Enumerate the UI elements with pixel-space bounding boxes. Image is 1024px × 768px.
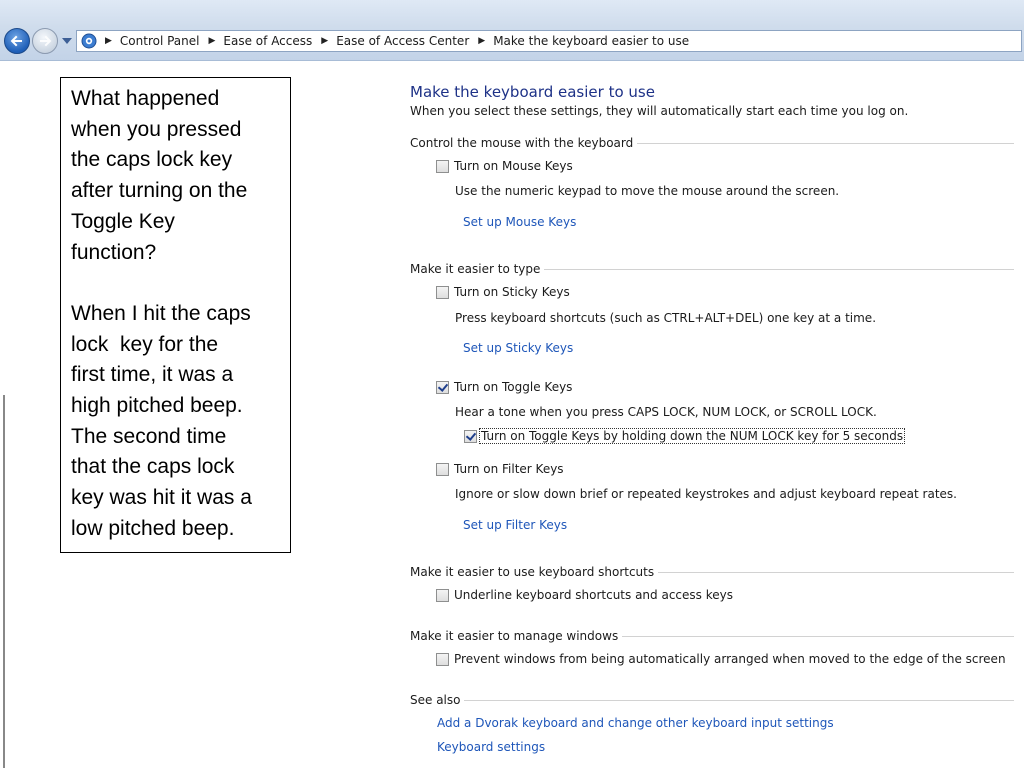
prevent-arrange-checkbox-row[interactable] bbox=[436, 652, 1006, 666]
prevent-arrange-checkbox[interactable] bbox=[436, 653, 449, 666]
triangle-right-icon[interactable]: ▶ bbox=[478, 36, 486, 46]
sticky-keys-label[interactable]: Turn on Sticky Keys bbox=[454, 285, 570, 299]
question-line: function? bbox=[71, 240, 157, 264]
triangle-right-icon[interactable]: ▶ bbox=[321, 36, 329, 46]
filter-keys-description: Ignore or slow down brief or repeated keystrokes and adjust keyboard repeat rates. bbox=[455, 487, 957, 501]
answer-line: key was hit it was a bbox=[71, 486, 252, 510]
section-type bbox=[410, 261, 1014, 277]
triangle-right-icon: ▶ bbox=[105, 36, 112, 46]
answer-line: lock key for the bbox=[71, 332, 219, 356]
prevent-arrange-label[interactable]: Prevent windows from being automatically arranged when moved to the edge of the screen bbox=[454, 652, 1006, 666]
section-heading: Make it easier to manage windows bbox=[410, 629, 619, 643]
page-subtitle: When you select these settings, they will automatically start each time you log on. bbox=[410, 104, 909, 118]
toggle-numlock-checkbox[interactable] bbox=[464, 430, 477, 443]
section-heading: See also bbox=[410, 693, 461, 707]
question-line: after turning on the bbox=[71, 179, 248, 203]
sticky-keys-checkbox[interactable] bbox=[436, 286, 449, 299]
dvorak-keyboard-link[interactable]: Add a Dvorak keyboard and change other keyboard input settings bbox=[437, 716, 834, 730]
section-heading: Control the mouse with the keyboard bbox=[410, 136, 634, 150]
section-shortcuts bbox=[410, 564, 1014, 580]
breadcrumb-ease-of-access[interactable]: Ease of Access bbox=[223, 34, 313, 48]
triangle-right-icon[interactable]: ▶ bbox=[208, 36, 216, 46]
toggle-numlock-label[interactable]: Turn on Toggle Keys by holding down the NUM LOCK key for 5 seconds bbox=[481, 429, 904, 443]
question-line: when you pressed bbox=[71, 117, 242, 141]
page-title: Make the keyboard easier to use bbox=[410, 83, 655, 101]
divider bbox=[544, 269, 1014, 270]
underline-shortcuts-checkbox-row[interactable] bbox=[436, 588, 733, 602]
toggle-keys-label[interactable]: Turn on Toggle Keys bbox=[454, 380, 573, 394]
answer-line: high pitched beep. bbox=[71, 394, 243, 418]
filter-keys-checkbox[interactable] bbox=[436, 463, 449, 476]
keyboard-settings-link[interactable]: Keyboard settings bbox=[437, 740, 546, 754]
underline-shortcuts-label[interactable]: Underline keyboard shortcuts and access keys bbox=[454, 588, 733, 602]
setup-filter-keys-link[interactable]: Set up Filter Keys bbox=[463, 518, 568, 532]
section-see-also bbox=[410, 692, 1014, 708]
section-heading: Make it easier to use keyboard shortcuts bbox=[410, 565, 655, 579]
mouse-keys-checkbox[interactable] bbox=[436, 160, 449, 173]
question-line: What happened bbox=[71, 87, 220, 110]
setup-sticky-keys-link[interactable]: Set up Sticky Keys bbox=[463, 341, 574, 355]
divider bbox=[622, 636, 1014, 637]
toggle-keys-description: Hear a tone when you press CAPS LOCK, NUM LOCK, or SCROLL LOCK. bbox=[455, 405, 877, 419]
mouse-keys-label[interactable]: Turn on Mouse Keys bbox=[454, 159, 573, 173]
toggle-keys-checkbox[interactable] bbox=[436, 381, 449, 394]
toggle-numlock-checkbox-row[interactable] bbox=[464, 429, 904, 443]
answer-line: low pitched beep. bbox=[71, 516, 235, 540]
answer-line: The second time bbox=[71, 424, 227, 448]
divider bbox=[637, 143, 1014, 144]
section-windows bbox=[410, 628, 1014, 644]
setup-mouse-keys-link[interactable]: Set up Mouse Keys bbox=[463, 215, 577, 229]
breadcrumb-current-page[interactable]: Make the keyboard easier to use bbox=[493, 34, 690, 48]
mouse-keys-description: Use the numeric keypad to move the mouse around the screen. bbox=[455, 184, 840, 198]
divider bbox=[658, 572, 1014, 573]
answer-line: When I hit the caps bbox=[71, 301, 251, 325]
breadcrumb-ease-of-access-center[interactable]: Ease of Access Center bbox=[336, 34, 470, 48]
mouse-keys-checkbox-row[interactable] bbox=[436, 159, 573, 173]
sticky-keys-checkbox-row[interactable] bbox=[436, 285, 570, 299]
sticky-keys-description: Press keyboard shortcuts (such as CTRL+ALT+DEL) one key at a time. bbox=[455, 311, 877, 325]
divider bbox=[464, 700, 1014, 701]
toggle-keys-checkbox-row[interactable] bbox=[436, 380, 572, 394]
filter-keys-checkbox-row[interactable] bbox=[436, 462, 564, 476]
answer-line: that the caps lock bbox=[71, 455, 235, 479]
question-line: Toggle Key bbox=[71, 209, 175, 233]
section-heading: Make it easier to type bbox=[410, 262, 541, 276]
question-line: the caps lock key bbox=[71, 148, 233, 172]
filter-keys-label[interactable]: Turn on Filter Keys bbox=[454, 462, 564, 476]
section-mouse bbox=[410, 135, 1014, 151]
answer-line: first time, it was a bbox=[71, 363, 234, 387]
underline-shortcuts-checkbox[interactable] bbox=[436, 589, 449, 602]
breadcrumb-control-panel[interactable]: Control Panel bbox=[119, 34, 200, 48]
